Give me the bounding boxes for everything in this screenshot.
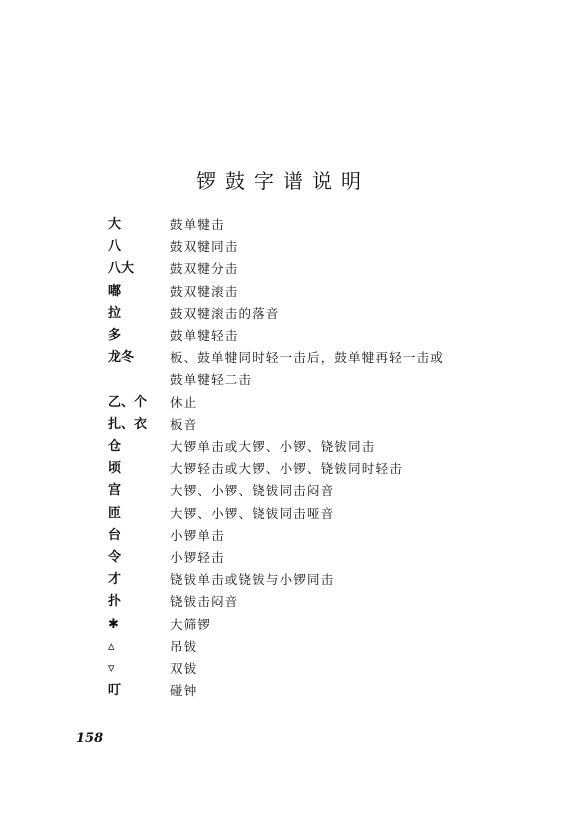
glossary-term: 龙冬	[108, 350, 135, 366]
glossary-term: 仓	[108, 439, 122, 455]
glossary-term: 大	[108, 217, 122, 232]
definition-line: 休止	[170, 394, 198, 410]
triangle-up-symbol: ▵	[108, 638, 115, 654]
glossary-entry	[108, 658, 528, 680]
definition-line: 大筛锣	[170, 616, 212, 632]
glossary-definition	[170, 436, 528, 458]
glossary-definition	[170, 325, 528, 347]
glossary-list	[108, 214, 528, 702]
glossary-entry	[108, 258, 528, 280]
page-title: 锣鼓字谱说明	[196, 169, 370, 193]
page-number: 158	[76, 731, 104, 746]
glossary-definition	[170, 392, 528, 414]
glossary-definition	[170, 480, 528, 502]
glossary-definition	[170, 281, 528, 303]
glossary-definition	[170, 547, 528, 569]
glossary-entry	[108, 414, 528, 436]
glossary-definition	[170, 258, 528, 280]
glossary-entry	[108, 436, 528, 458]
definition-line: 大锣、小锣、铙钹同击闷音	[170, 483, 335, 499]
glossary-entry	[108, 547, 528, 569]
definition-line: 铙钹击闷音	[170, 594, 239, 610]
glossary-definition	[170, 636, 528, 658]
glossary-entry	[108, 636, 528, 658]
glossary-term: 八	[108, 239, 122, 255]
glossary-definition	[170, 458, 528, 480]
glossary-definition	[170, 303, 528, 325]
glossary-definition	[170, 503, 528, 525]
definition-line: 鼓双犍同击	[170, 239, 239, 255]
glossary-entry	[108, 392, 528, 414]
glossary-definition	[170, 614, 528, 636]
glossary-term: 顷	[108, 461, 122, 477]
glossary-entry	[108, 303, 528, 325]
glossary-term: 乙、个	[108, 394, 148, 410]
definition-line: 碰钟	[170, 683, 198, 699]
definition-line: 鼓双犍滚击	[170, 283, 239, 299]
definition-line: 小锣单击	[170, 527, 225, 543]
glossary-entry	[108, 214, 528, 236]
triangle-down-symbol: ▿	[108, 661, 115, 677]
glossary-term: 拉	[108, 305, 122, 321]
glossary-entry	[108, 480, 528, 502]
definition-line: 大锣单击或大锣、小锣、铙钹同击	[170, 439, 376, 455]
definition-line: 双钹	[170, 661, 198, 677]
glossary-entry	[108, 591, 528, 613]
glossary-entry	[108, 680, 528, 702]
definition-line: 鼓单犍击	[170, 217, 225, 232]
glossary-entry	[108, 458, 528, 480]
glossary-term: 匝	[108, 505, 122, 521]
definition-line: 板音	[170, 416, 198, 432]
glossary-term: 扎、衣	[108, 416, 148, 432]
definition-line: 铙钹单击或铙钹与小锣同击	[170, 572, 335, 588]
asterisk-symbol: ✱	[108, 616, 119, 632]
glossary-term: 嘟	[108, 283, 122, 299]
definition-line: 板、鼓单犍同时轻一击后，鼓单犍再轻一击或	[170, 350, 445, 366]
glossary-definition	[170, 680, 528, 702]
glossary-entry	[108, 325, 528, 347]
glossary-definition	[170, 414, 528, 436]
glossary-definition	[170, 525, 528, 547]
definition-line: 鼓双犍滚击的落音	[170, 305, 280, 321]
glossary-term: 才	[108, 572, 122, 588]
glossary-entry	[108, 569, 528, 591]
definition-line: 大锣轻击或大锣、小锣、铙钹同时轻击	[170, 461, 403, 477]
glossary-definition	[170, 569, 528, 591]
definition-line: 小锣轻击	[170, 550, 225, 566]
glossary-definition	[170, 347, 528, 391]
definition-line: 大锣、小锣、铙钹同击哑音	[170, 505, 335, 521]
glossary-term: 令	[108, 550, 122, 566]
glossary-entry	[108, 347, 528, 391]
glossary-term: 台	[108, 527, 122, 543]
glossary-entry	[108, 525, 528, 547]
glossary-term: 八大	[108, 261, 135, 277]
glossary-definition	[170, 214, 528, 236]
glossary-entry	[108, 503, 528, 525]
definition-line: 吊钹	[170, 638, 198, 654]
glossary-term: 多	[108, 328, 122, 344]
glossary-entry	[108, 614, 528, 636]
definition-line: 鼓双犍分击	[170, 261, 239, 277]
glossary-term: 宫	[108, 483, 122, 499]
glossary-term: 叮	[108, 683, 122, 699]
glossary-term: 扑	[108, 594, 122, 610]
glossary-definition	[170, 591, 528, 613]
definition-line: 鼓单犍轻二击	[170, 372, 253, 388]
definition-line: 鼓单犍轻击	[170, 328, 239, 344]
glossary-entry	[108, 281, 528, 303]
glossary-definition	[170, 658, 528, 680]
glossary-entry	[108, 236, 528, 258]
glossary-definition	[170, 236, 528, 258]
